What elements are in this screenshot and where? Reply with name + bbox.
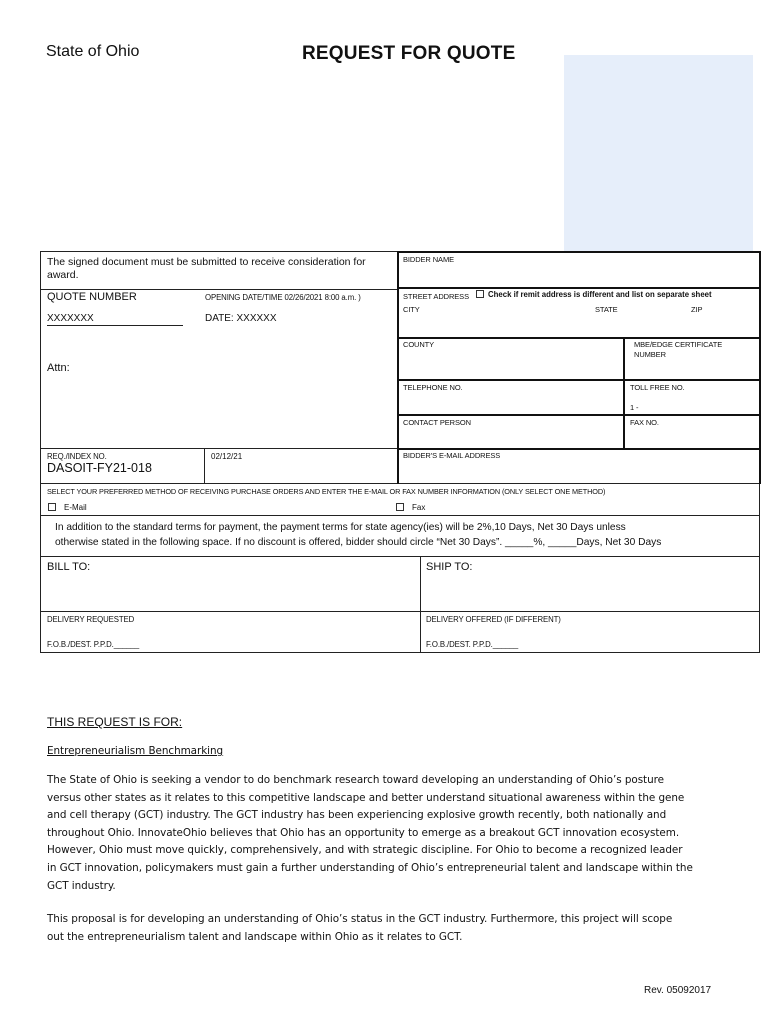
state-label: State of Ohio: [46, 43, 140, 60]
select-method-note: SELECT YOUR PREFERRED METHOD OF RECEIVING PURCHASE ORDERS AND ENTER THE E-MAIL OR FAX NUMBER INFORMATION (ONLY SELECT ONE METHOD): [47, 487, 606, 496]
zip-label: ZIP: [691, 305, 703, 314]
rule: [420, 556, 421, 653]
street-address-label: STREET ADDRESS: [403, 292, 469, 301]
rule: [623, 337, 625, 449]
remit-check-label: Check if remit address is different and list on separate sheet: [488, 290, 712, 299]
revision-label: Rev. 05092017: [644, 985, 712, 996]
paragraph-line: out the entrepreneurialism talent and landscape within Ohio as it relates to GCT.: [47, 930, 463, 943]
signed-notice: The signed document must be submitted to receive consideration for award.: [47, 256, 366, 281]
city-label: CITY: [403, 305, 420, 314]
bidder-name-label: BIDDER NAME: [403, 255, 454, 264]
req-index-label: REQ./INDEX NO.: [47, 452, 107, 461]
rule: [40, 289, 398, 290]
stamp-box: [564, 55, 753, 251]
bill-to-label: BILL TO:: [47, 561, 91, 573]
rule: [40, 251, 398, 252]
rule: [40, 483, 760, 484]
paragraph-line: This proposal is for developing an understanding of Ohio’s status in the GCT industry. Furthermore, this project will scope: [47, 913, 673, 925]
rule: [397, 414, 761, 416]
request-paragraph-1: [47, 772, 762, 895]
rule: [397, 337, 761, 339]
email-option[interactable]: [48, 503, 87, 512]
fob-right: F.O.B./DEST. P.P.D.______: [426, 640, 519, 649]
remit-address-checkbox[interactable]: [476, 290, 712, 299]
mbe-edge-label: MBE/EDGE CERTIFICATE NUMBER: [634, 340, 723, 359]
rule: [204, 448, 205, 483]
request-heading: THIS REQUEST IS FOR:: [47, 715, 183, 729]
county-label: COUNTY: [403, 340, 435, 349]
paragraph-line: The State of Ohio is seeking a vendor to do benchmark research toward developing an understanding of Ohio’s posture: [47, 774, 664, 786]
date-line: DATE: XXXXXX: [205, 313, 277, 324]
toll-free-label: TOLL FREE NO.: [630, 383, 685, 392]
paragraph-line: versus other states as it relates to this competitive landscape and better understand situational awareness within the gene: [47, 791, 685, 804]
opening-datetime: OPENING DATE/TIME 02/26/2021 8:00 a.m. ): [205, 293, 361, 302]
request-paragraph-2: [47, 911, 762, 946]
rule: [397, 379, 761, 381]
toll-free-value: 1 -: [630, 403, 639, 412]
rule: [40, 251, 41, 653]
quote-number-label: QUOTE NUMBER: [47, 291, 137, 303]
req-date: 02/12/21: [211, 452, 243, 461]
payment-terms-line-1: In addition to the standard terms for payment, the payment terms for state agency(ies) will be 2%,10 Days, Net 30 Days unless: [55, 522, 626, 533]
attn-label: Attn:: [47, 362, 70, 374]
paragraph-line: GCT industry.: [47, 879, 116, 892]
email-option-label: E-Mail: [64, 503, 87, 513]
rule: [759, 483, 760, 653]
fax-option[interactable]: [396, 503, 425, 512]
rule: [40, 556, 760, 557]
checkbox-icon[interactable]: [48, 503, 56, 511]
paragraph-line: throughout Ohio. InnovateOhio believes that Ohio has an opportunity to emerge as a breakout GCT innovation ecosystem.: [47, 826, 680, 839]
quote-number-value: XXXXXXX: [47, 313, 183, 326]
delivery-requested-label: DELIVERY REQUESTED: [47, 615, 135, 624]
rule: [40, 611, 760, 612]
fob-left: F.O.B./DEST. P.P.D.______: [47, 640, 140, 649]
rule: [40, 652, 760, 653]
checkbox-icon[interactable]: [476, 290, 484, 298]
paragraph-line: and cell therapy (GCT) industry. The GCT industry has been experiencing explosive growth recently, both nationally and: [47, 809, 667, 822]
ship-to-label: SHIP TO:: [426, 561, 473, 573]
page-title: REQUEST FOR QUOTE: [302, 43, 516, 64]
rule: [397, 287, 761, 289]
payment-terms-line-2: otherwise stated in the following space. If no discount is offered, bidder should circle “Net 30 Days”. _____%, _____Days, Net 30 Days: [55, 537, 662, 548]
delivery-offered-label: DELIVERY OFFERED (IF DIFFERENT): [426, 615, 561, 624]
rule: [397, 251, 761, 253]
contact-person-label: CONTACT PERSON: [403, 418, 471, 427]
request-subheading: Entrepreneurialism Benchmarking: [47, 745, 224, 757]
rule: [40, 515, 760, 516]
checkbox-icon[interactable]: [396, 503, 404, 511]
rule: [397, 448, 761, 450]
fax-no-label: FAX NO.: [630, 418, 659, 427]
paragraph-line: However, Ohio must move quickly, comprehensively, and with strategic discipline. For Ohio to become a recognized leader: [47, 844, 683, 857]
telephone-label: TELEPHONE NO.: [403, 383, 463, 392]
req-index-value: DASOIT-FY21-018: [47, 461, 152, 475]
rule: [40, 448, 398, 449]
paragraph-line: in GCT innovation, policymakers must gain a further understanding of Ohio’s entrepreneurial talent and landscape within the: [47, 861, 693, 874]
fax-option-label: Fax: [412, 503, 426, 513]
state-field-label: STATE: [595, 305, 618, 314]
bidder-email-label: BIDDER'S E-MAIL ADDRESS: [403, 451, 501, 460]
